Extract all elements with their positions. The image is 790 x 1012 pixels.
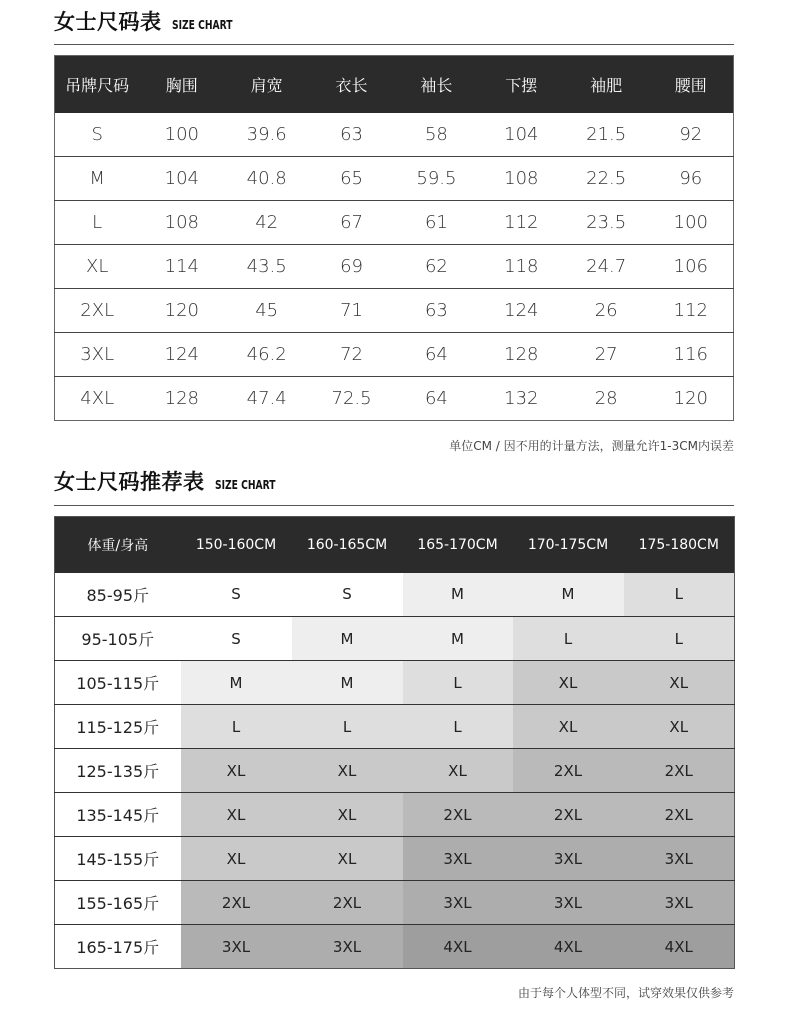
size-value-cell: 108	[139, 201, 224, 245]
size-table-row	[55, 377, 734, 421]
recommended-size-cell: M	[513, 573, 624, 617]
recommended-size-cell: S	[181, 573, 292, 617]
size-value-cell: 64	[394, 333, 479, 377]
recommended-size-cell: 4XL	[513, 925, 624, 969]
size-label-cell: S	[91, 123, 103, 145]
size-table-row	[55, 333, 734, 377]
recommended-size-cell: 2XL	[624, 793, 735, 837]
size-label-cell: L	[55, 201, 140, 245]
size-value-cell: 45	[224, 289, 309, 333]
height-range-header: 175-180CM	[624, 517, 735, 573]
recommended-size-cell: XL	[292, 749, 403, 793]
size-value-cell: 92	[679, 123, 703, 145]
recommended-size-cell: 2XL	[513, 749, 624, 793]
size-value-cell: 120	[649, 377, 734, 421]
recommended-size-cell: L	[292, 705, 403, 749]
recommended-size-cell: 3XL	[624, 881, 735, 925]
weight-height-header: 体重/身高	[55, 517, 181, 573]
size-value-cell: 124	[139, 333, 224, 377]
size-value-cell: 61	[394, 201, 479, 245]
size-value-cell: 106	[649, 245, 734, 289]
height-range-header: 160-165CM	[292, 517, 403, 573]
size-table-header	[55, 56, 734, 113]
size-value-cell: 116	[649, 333, 734, 377]
recommended-size-cell: 2XL	[513, 793, 624, 837]
size-chart-divider	[54, 44, 734, 45]
size-value-cell: 27	[564, 333, 649, 377]
recommended-size-cell: 2XL	[181, 881, 292, 925]
size-value-cell: 24.7	[564, 245, 649, 289]
size-label-cell: M	[55, 157, 140, 201]
recommended-size-cell: 3XL	[513, 837, 624, 881]
weight-range-cell: 165-175斤	[55, 925, 181, 969]
recommendation-note: 由于每个人体型不同，试穿效果仅供参考	[517, 986, 734, 1000]
size-value-cell: 40.8	[224, 157, 309, 201]
recommendation-row	[55, 837, 735, 881]
recommended-size-cell: 2XL	[624, 749, 735, 793]
size-value-cell: 128	[479, 333, 564, 377]
size-value-cell: 128	[139, 377, 224, 421]
size-value-cell: 132	[479, 377, 564, 421]
size-column-header: 袖肥	[564, 56, 649, 113]
size-column-header: 吊牌尺码	[55, 56, 140, 113]
size-value-cell: 39.6	[246, 123, 287, 145]
size-label-cell: XL	[55, 245, 140, 289]
recommendation-row	[55, 705, 735, 749]
recommendation-table-header	[55, 517, 735, 573]
recommended-size-cell: XL	[403, 749, 513, 793]
recommended-size-cell: L	[181, 705, 292, 749]
recommendation-row	[55, 793, 735, 837]
size-value-cell: 104	[139, 157, 224, 201]
height-range-header: 170-175CM	[513, 517, 624, 573]
size-value-cell: 104	[504, 123, 539, 145]
size-column-header: 下摆	[479, 56, 564, 113]
recommendation-row	[55, 617, 735, 661]
size-value-cell: 64	[394, 377, 479, 421]
weight-range-cell: 105-115斤	[55, 661, 181, 705]
recommendation-table-body	[55, 573, 735, 969]
recommended-size-cell: XL	[513, 661, 624, 705]
size-table-row	[55, 245, 734, 289]
recommended-size-cell: 3XL	[403, 881, 513, 925]
size-table-row	[55, 113, 734, 157]
recommended-size-cell: S	[181, 617, 292, 661]
size-value-cell: 118	[479, 245, 564, 289]
size-column-header: 腰围	[649, 56, 734, 113]
recommended-size-cell: XL	[292, 837, 403, 881]
recommended-size-cell: L	[624, 573, 735, 617]
recommendation-row	[55, 881, 735, 925]
weight-range-cell: 125-135斤	[55, 749, 181, 793]
size-table-row	[55, 201, 734, 245]
size-value-cell: 112	[649, 289, 734, 333]
recommendation-divider	[54, 505, 734, 506]
recommended-size-cell: XL	[181, 749, 292, 793]
recommended-size-cell: XL	[624, 661, 735, 705]
size-label-cell: 2XL	[55, 289, 140, 333]
recommendation-heading	[54, 466, 286, 496]
recommendation-table	[54, 516, 735, 969]
size-value-cell: 72.5	[309, 377, 394, 421]
size-value-cell: 21.5	[586, 123, 627, 145]
recommended-size-cell: XL	[181, 837, 292, 881]
recommended-size-cell: 3XL	[624, 837, 735, 881]
recommended-size-cell: L	[624, 617, 735, 661]
size-value-cell: 46.2	[224, 333, 309, 377]
size-column-header: 衣长	[309, 56, 394, 113]
recommendation-subtitle: SIZE CHART	[214, 478, 276, 492]
size-value-cell: 23.5	[564, 201, 649, 245]
size-value-cell: 120	[139, 289, 224, 333]
weight-range-cell: 85-95斤	[55, 573, 181, 617]
recommended-size-cell: 2XL	[292, 881, 403, 925]
size-value-cell: 72	[309, 333, 394, 377]
size-label-cell: 3XL	[55, 333, 140, 377]
size-value-cell: 42	[224, 201, 309, 245]
recommended-size-cell: L	[403, 661, 513, 705]
size-value-cell: 59.5	[394, 157, 479, 201]
size-column-header: 袖长	[394, 56, 479, 113]
size-value-cell: 22.5	[564, 157, 649, 201]
size-value-cell: 62	[394, 245, 479, 289]
size-value-cell: 100	[164, 123, 199, 145]
size-value-cell: 96	[649, 157, 734, 201]
size-value-cell: 69	[309, 245, 394, 289]
recommended-size-cell: L	[403, 705, 513, 749]
size-column-header: 肩宽	[224, 56, 309, 113]
recommendation-row	[55, 661, 735, 705]
recommendation-title: 女士尺码推荐表	[54, 470, 205, 494]
size-value-cell: 47.4	[224, 377, 309, 421]
recommended-size-cell: XL	[181, 793, 292, 837]
weight-range-cell: 135-145斤	[55, 793, 181, 837]
height-range-header: 165-170CM	[403, 517, 513, 573]
size-value-cell: 100	[649, 201, 734, 245]
size-table	[54, 55, 734, 421]
size-label-cell: 4XL	[55, 377, 140, 421]
weight-range-cell: 115-125斤	[55, 705, 181, 749]
recommended-size-cell: S	[292, 573, 403, 617]
recommended-size-cell: 3XL	[403, 837, 513, 881]
recommended-size-cell: XL	[292, 793, 403, 837]
height-range-header: 150-160CM	[181, 517, 292, 573]
recommended-size-cell: XL	[513, 705, 624, 749]
size-value-cell: 43.5	[224, 245, 309, 289]
recommended-size-cell: 3XL	[292, 925, 403, 969]
recommended-size-cell: L	[513, 617, 624, 661]
size-table-row	[55, 157, 734, 201]
recommended-size-cell: M	[403, 617, 513, 661]
size-value-cell: 108	[479, 157, 564, 201]
size-value-cell: 67	[309, 201, 394, 245]
size-value-cell: 63	[340, 123, 364, 145]
size-column-header: 胸围	[139, 56, 224, 113]
recommended-size-cell: 2XL	[403, 793, 513, 837]
size-value-cell: 28	[564, 377, 649, 421]
size-value-cell: 63	[394, 289, 479, 333]
weight-range-cell: 145-155斤	[55, 837, 181, 881]
size-chart-note: 单位CM / 因不用的计量方法，测量允许1-3CM内误差	[449, 439, 734, 453]
size-value-cell: 124	[479, 289, 564, 333]
recommendation-row	[55, 573, 735, 617]
size-table-row	[55, 289, 734, 333]
recommended-size-cell: XL	[624, 705, 735, 749]
recommended-size-cell: M	[181, 661, 292, 705]
recommendation-row	[55, 749, 735, 793]
size-value-cell: 26	[564, 289, 649, 333]
size-value-cell: 114	[139, 245, 224, 289]
recommended-size-cell: 4XL	[624, 925, 735, 969]
weight-range-cell: 155-165斤	[55, 881, 181, 925]
size-value-cell: 58	[424, 123, 448, 145]
size-chart-heading	[54, 6, 243, 36]
recommended-size-cell: M	[292, 617, 403, 661]
recommended-size-cell: 4XL	[403, 925, 513, 969]
size-value-cell: 112	[479, 201, 564, 245]
recommended-size-cell: M	[292, 661, 403, 705]
recommended-size-cell: 3XL	[181, 925, 292, 969]
size-chart-title: 女士尺码表	[54, 10, 162, 34]
recommendation-row	[55, 925, 735, 969]
recommended-size-cell: M	[403, 573, 513, 617]
weight-range-cell: 95-105斤	[55, 617, 181, 661]
size-value-cell: 71	[309, 289, 394, 333]
size-table-body	[55, 113, 734, 421]
recommended-size-cell: 3XL	[513, 881, 624, 925]
size-value-cell: 65	[309, 157, 394, 201]
size-chart-subtitle: SIZE CHART	[171, 18, 233, 32]
